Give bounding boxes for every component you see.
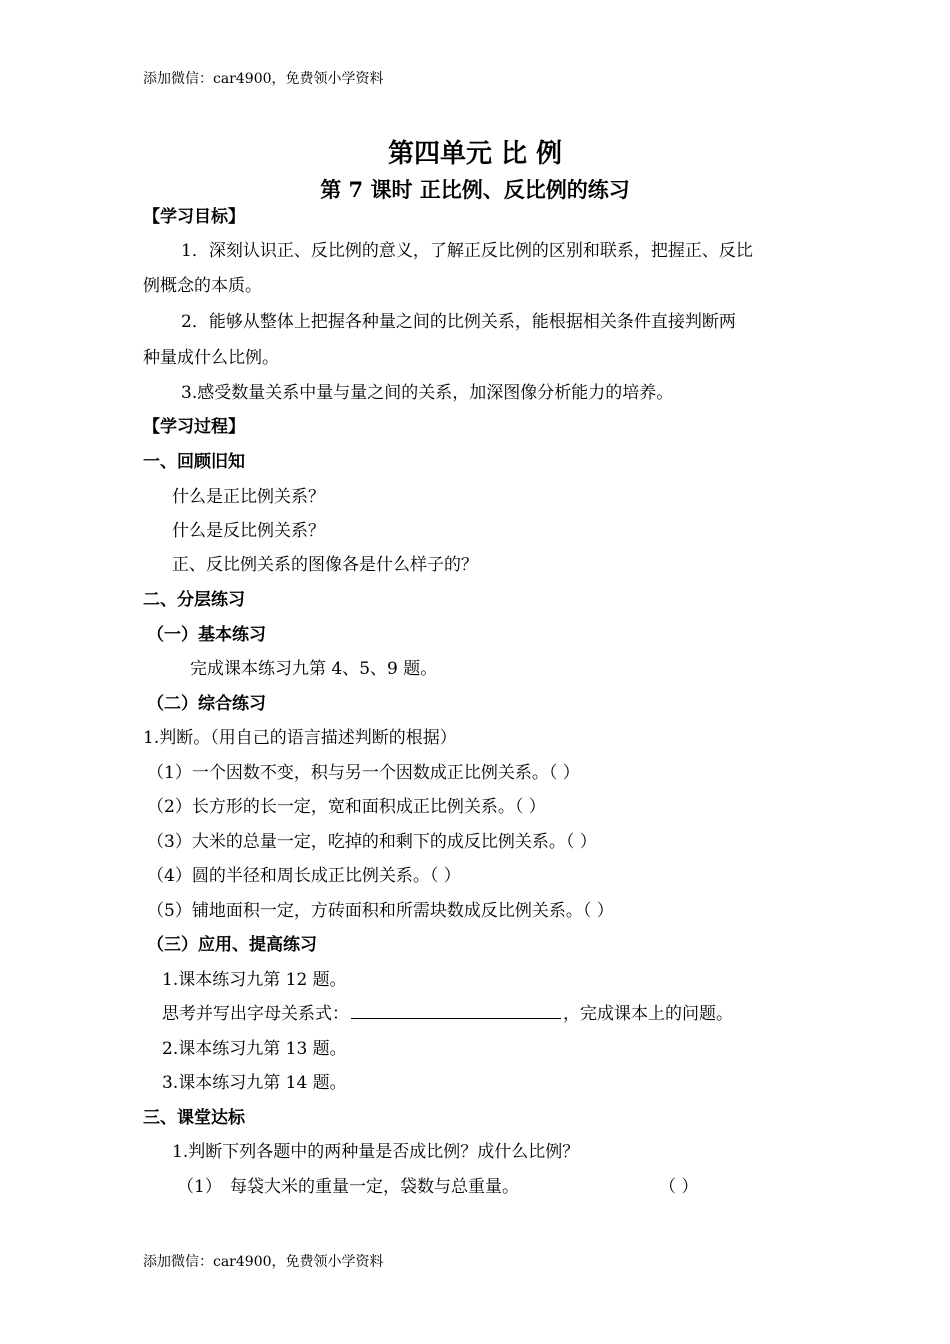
classwork-sub-1-label: （1） (177, 1177, 222, 1197)
review-question-1: 什么是正比例关系？ (172, 487, 325, 507)
apply-think-prefix: 思考并写出字母关系式： (162, 1004, 349, 1024)
apply-heading: （三）应用、提高练习 (147, 935, 317, 955)
goal-1-line-1: 1．深刻认识正、反比例的意义，了解正反比例的区别和联系，把握正、反比 (181, 241, 753, 261)
page-subtitle: 第 7 课时 正比例、反比例的练习 (320, 177, 630, 202)
footer-note: 添加微信：car4900，免费领小学资料 (143, 1254, 384, 1270)
judge-item-5: （5）铺地面积一定，方砖面积和所需块数成反比例关系。（ ） (147, 901, 614, 921)
goal-1-line-2: 例概念的本质。 (143, 276, 262, 296)
apply-item-2: 2.课本练习九第 13 题。 (162, 1039, 347, 1059)
process-heading: 【学习过程】 (143, 417, 245, 437)
judge-item-2: （2）长方形的长一定，宽和面积成正比例关系。（ ） (147, 797, 546, 817)
judge-intro: 1.判断。（用自己的语言描述判断的根据） (143, 728, 457, 748)
apply-item-3: 3.课本练习九第 14 题。 (162, 1073, 347, 1093)
classwork-question-1: 1.判断下列各题中的两种量是否成比例？成什么比例？ (172, 1142, 580, 1162)
page-title: 第四单元 比 例 (387, 139, 563, 169)
basic-practice-text: 完成课本练习九第 4、5、9 题。 (190, 659, 438, 679)
goals-heading: 【学习目标】 (143, 207, 245, 227)
classwork-sub-1-answer[interactable]: （ ） (659, 1177, 699, 1197)
goal-3: 3.感受数量关系中量与量之间的关系，加深图像分析能力的培养。 (181, 383, 674, 403)
apply-item-1: 1.课本练习九第 12 题。 (162, 970, 347, 990)
apply-think-suffix: ，完成课本上的问题。 (563, 1004, 733, 1024)
review-question-3: 正、反比例关系的图像各是什么样子的？ (172, 555, 478, 575)
review-heading: 一、回顾旧知 (143, 452, 245, 472)
apply-think-line (162, 999, 733, 1024)
header-note: 添加微信：car4900，免费领小学资料 (143, 71, 384, 87)
relation-blank[interactable] (351, 1001, 561, 1019)
review-question-2: 什么是反比例关系？ (172, 521, 325, 541)
classwork-heading: 三、课堂达标 (143, 1108, 245, 1128)
judge-item-3: （3）大米的总量一定，吃掉的和剩下的成反比例关系。（ ） (147, 832, 597, 852)
practice-heading: 二、分层练习 (143, 590, 245, 610)
judge-item-4: （4）圆的半径和周长成正比例关系。（ ） (147, 866, 461, 886)
judge-item-1: （1）一个因数不变，积与另一个因数成正比例关系。（ ） (147, 763, 580, 783)
classwork-sub-1-text: 每袋大米的重量一定，袋数与总重量。 (230, 1177, 519, 1197)
goal-2-line-1: 2．能够从整体上把握各种量之间的比例关系，能根据相关条件直接判断两 (181, 312, 736, 332)
goal-2-line-2: 种量成什么比例。 (143, 348, 279, 368)
basic-practice-heading: （一）基本练习 (147, 625, 266, 645)
comprehensive-heading: （二）综合练习 (147, 694, 266, 714)
